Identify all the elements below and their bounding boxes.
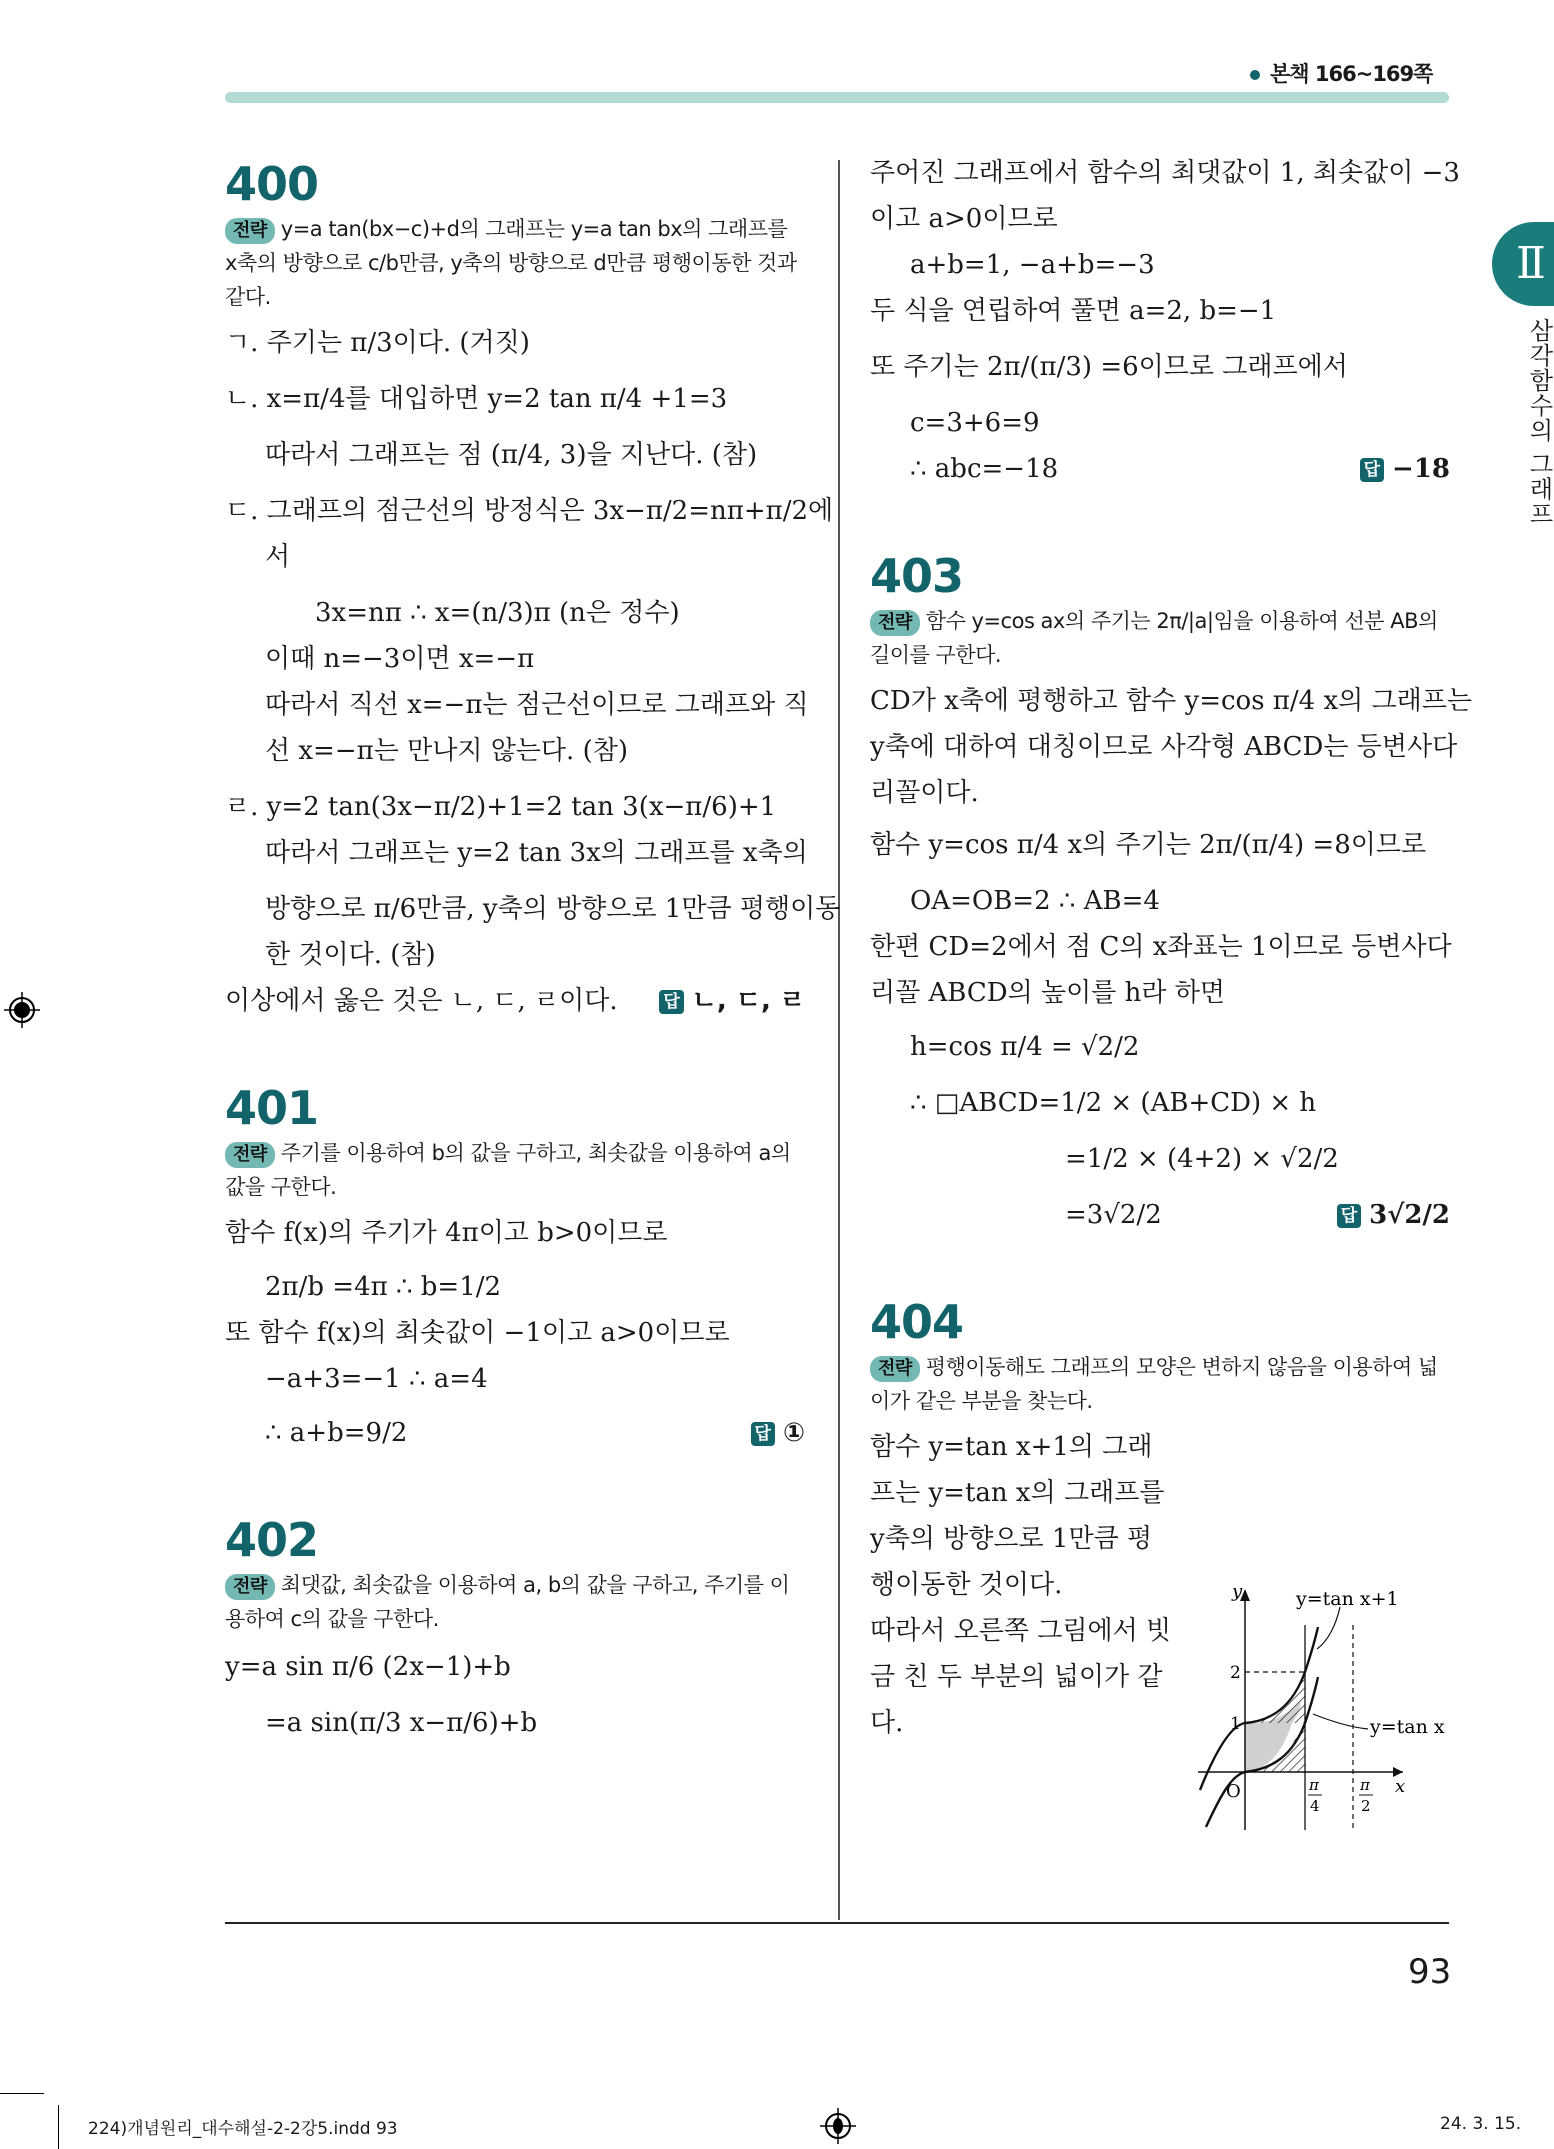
solution-line: 두 식을 연립하여 풀면 a=2, b=−1 [870,296,1277,326]
solution-line: 리꼴 ABCD의 높이를 h라 하면 [870,978,1225,1008]
solution-line: y축의 방향으로 1만큼 평 [870,1524,1153,1554]
problem-401 [225,1080,805,1456]
solution-line: 2π/b =4π ∴ b=1/2 [265,1272,502,1302]
solution-line: y=a sin π/6 (2x−1)+b [225,1652,511,1682]
problem-402-continued [870,150,1460,492]
strategy-tag: 전략 [870,610,920,636]
strategy-tag: 전략 [225,1574,275,1600]
solution-line: 한편 CD=2에서 점 C의 x좌표는 1이므로 등변사다 [870,932,1452,962]
solution-line: 한 것이다. (참) [265,940,436,970]
strategy-tag: 전략 [225,218,275,244]
solution-line: c=3+6=9 [910,408,1040,438]
strategy-text: 최댓값, 최솟값을 이용하여 a, b의 값을 구하고, 주기를 이용하여 c의 값을 구한다. [225,1573,790,1631]
solution-line [870,446,1450,492]
solution-line: 또 주기는 2π/(π/3) =6이므로 그래프에서 [870,352,1348,382]
solution-line: −a+3=−1 ∴ a=4 [265,1364,488,1394]
answer-value: −18 [1392,454,1450,484]
solution-line: 행이동한 것이다. [870,1570,1063,1600]
label-lower: y=tan x [1370,1716,1445,1738]
answer-badge: 답 [659,990,683,1014]
problem-403 [870,548,1472,1238]
problem-400 [225,156,841,1024]
solution-line: ㄹ. y=2 tan(3x−π/2)+1=2 tan 3(x−π/6)+1 [225,792,777,822]
problem-number: 400 [225,157,319,211]
solution-line: 함수 y=tan x+1의 그래 [870,1432,1153,1462]
solution-line: 따라서 직선 x=−π는 점근선이므로 그래프와 직 [265,690,809,720]
answer [1337,1192,1450,1238]
solution-line: y축에 대하여 대칭이므로 사각형 ABCD는 등변사다 [870,732,1458,762]
solution-line [870,1192,1450,1238]
strategy [870,604,1450,672]
page-reference-text: 본책 166~169쪽 [1270,62,1433,86]
solution-line: =1/2 × (4+2) × √2/2 [1065,1144,1339,1174]
y-tick-1: 1 [1230,1714,1241,1734]
strategy [225,1568,805,1636]
solution-line: ㄱ. 주기는 π/3이다. (거짓) [225,328,530,358]
solution-line [225,978,805,1024]
answer [1360,446,1450,492]
problem-number: 403 [870,549,964,603]
y-axis-label: y [1232,1581,1243,1602]
problem-number: 404 [870,1295,964,1349]
strategy-tag: 전략 [870,1356,920,1382]
solution-line: ㄷ. 그래프의 점근선의 방정식은 3x−π/2=nπ+π/2에 [225,496,834,526]
solution-line: CD가 x축에 평행하고 함수 y=cos π/4 x의 그래프는 [870,686,1472,716]
answer-badge: 답 [1337,1204,1361,1228]
strategy-tag: 전략 [225,1142,275,1168]
solution-line: OA=OB=2 ∴ AB=4 [910,886,1160,916]
solution-line: ㄴ. x=π/4를 대입하면 y=2 tan π/4 +1=3 [225,384,728,414]
solution-line: 다. [870,1708,904,1738]
solution-line: 서 [265,542,291,572]
origin-label: O [1226,1781,1241,1802]
solution-line: 선 x=−π는 만나지 않는다. (참) [265,736,628,766]
strategy [225,1136,805,1204]
strategy-text: 함수 y=cos ax의 주기는 2π/|a|임을 이용하여 선분 AB의 길이를 구한다. [870,609,1438,667]
solution-line: 따라서 그래프는 점 (π/4, 3)을 지난다. (참) [265,440,758,470]
solution-line: a+b=1, −a+b=−3 [910,250,1155,280]
column-divider [838,160,840,1920]
answer-value: 3√2/2 [1369,1200,1450,1230]
solution-line: =a sin(π/3 x−π/6)+b [265,1708,538,1738]
strategy-text: 평행이동해도 그래프의 모양은 변하지 않음을 이용하여 넓이가 같은 부분을 찾는다. [870,1355,1438,1413]
problem-402 [225,1512,805,1746]
crop-mark [0,2093,44,2094]
answer-value: ㄴ, ㄷ, ㄹ [691,986,805,1016]
page-reference [1250,58,1432,88]
solution-line: ∴ □ABCD=1/2 × (AB+CD) × h [910,1088,1317,1118]
solution-line: 3x=nπ ∴ x=(n/3)π (n은 정수) [315,598,680,628]
solution-line: 리꼴이다. [870,778,979,808]
x-axis-label: x [1395,1776,1406,1797]
strategy-text: y=a tan(bx−c)+d의 그래프는 y=a tan bx의 그래프를 x축의 방향으로 c/b만큼, y축의 방향으로 d만큼 평행이동한 것과 같다. [225,217,797,309]
answer [751,1410,805,1456]
label-upper: y=tan x+1 [1296,1588,1399,1610]
solution-line: 따라서 오른쪽 그림에서 빗 [870,1616,1172,1646]
strategy [870,1350,1450,1418]
hatched-upper-region [1245,1672,1305,1723]
strategy [225,212,805,314]
x-tick-1-num: π [1309,1776,1319,1794]
slug-filename: 224)개념원리_대수해설-2-2강5.indd 93 [88,2119,398,2139]
answer-badge: 답 [1360,458,1384,482]
chapter-title: 삼각함수의 그래프 [1525,318,1553,527]
problem-number: 402 [225,1513,319,1567]
strategy-text: 주기를 이용하여 b의 값을 구하고, 최솟값을 이용하여 a의 값을 구한다. [225,1141,791,1199]
conclusion-text: ∴ a+b=9/2 [265,1418,408,1448]
tan-graph-figure [1188,1575,1458,1835]
right-column [870,150,1472,1746]
conclusion-text: =3√2/2 [1065,1200,1162,1230]
slug-date: 24. 3. 15. [1440,2114,1522,2134]
registration-mark-icon [820,2108,856,2144]
answer [659,978,805,1024]
left-column [225,150,841,1746]
solution-line: 함수 f(x)의 주기가 4π이고 b>0이므로 [225,1218,668,1248]
conclusion-text: ∴ abc=−18 [910,454,1059,484]
solution-line: 함수 y=cos π/4 x의 주기는 2π/(π/4) =8이므로 [870,830,1427,860]
solution-line: 금 친 두 부분의 넓이가 같 [870,1662,1163,1692]
y-tick-2: 2 [1230,1663,1241,1683]
solution-line: 방향으로 π/6만큼, y축의 방향으로 1만큼 평행이동 [265,894,841,924]
header-bar [225,92,1449,103]
x-tick-2-num: π [1360,1776,1370,1794]
solution-line: 또 함수 f(x)의 최솟값이 −1이고 a>0이므로 [225,1318,730,1348]
problem-number: 401 [225,1081,319,1135]
answer-value: ① [782,1418,805,1448]
bottom-rule [225,1922,1449,1924]
solution-line [225,1410,805,1456]
conclusion-text: 이상에서 옳은 것은 ㄴ, ㄷ, ㄹ이다. [225,986,618,1016]
bullet-dot-icon [1250,70,1260,80]
solution-line: 프는 y=tan x의 그래프를 [870,1478,1165,1508]
solution-line: 이때 n=−3이면 x=−π [265,644,535,674]
solution-line: 따라서 그래프는 y=2 tan 3x의 그래프를 x축의 [265,838,808,868]
solution-line: 주어진 그래프에서 함수의 최댓값이 1, 최솟값이 −3 [870,158,1460,188]
crop-mark [58,2105,59,2149]
chapter-tab: Ⅱ [1492,222,1554,306]
x-tick-2-den: 2 [1361,1797,1371,1815]
solution-line: 이고 a>0이므로 [870,204,1058,234]
page-number: 93 [1408,1952,1452,1992]
x-tick-1-den: 4 [1310,1797,1320,1815]
answer-badge: 답 [751,1422,775,1446]
solution-line: h=cos π/4 = √2/2 [910,1032,1140,1062]
registration-mark-icon [4,992,40,1028]
